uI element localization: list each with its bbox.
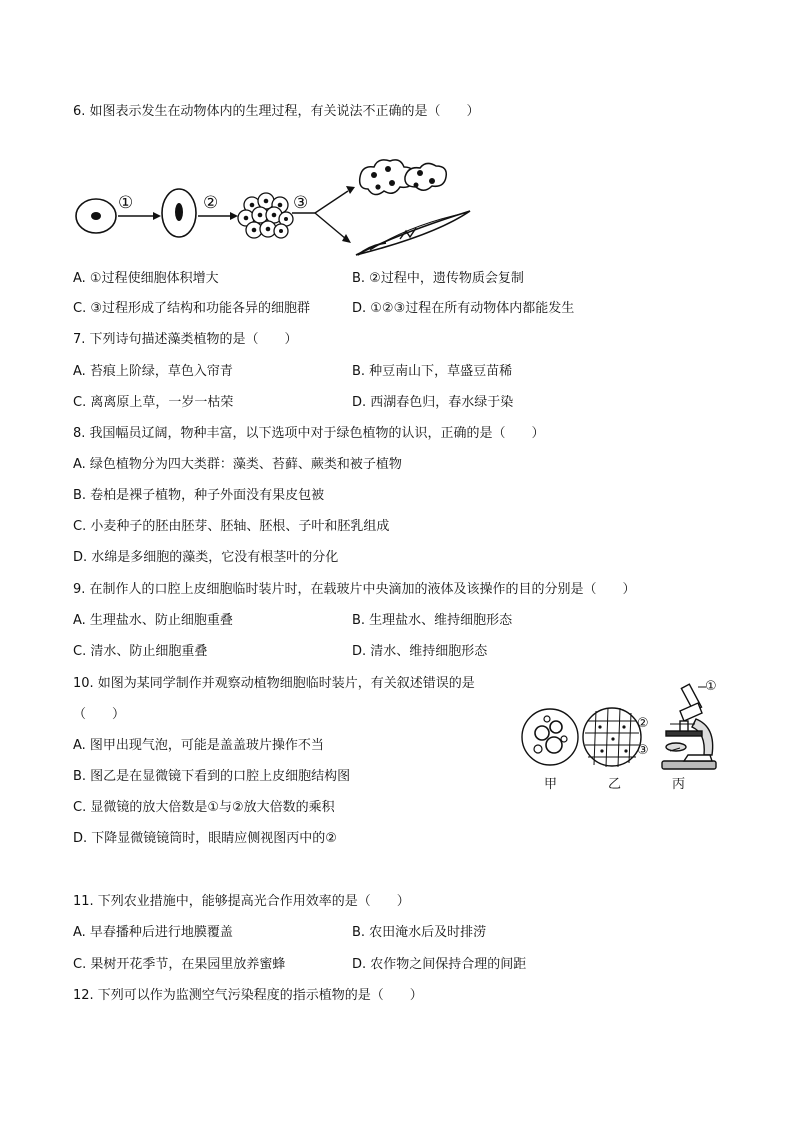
step2-label: ②: [203, 193, 219, 213]
q6-option-d: D. ①②③过程在所有动物体内都能发生: [352, 301, 575, 316]
q8-option-b: B. 卷柏是裸子植物，种子外面没有果皮包被: [73, 488, 325, 503]
q6-option-b: B. ②过程中，遗传物质会复制: [352, 271, 524, 286]
q9-stem: 9. 在制作人的口腔上皮细胞临时装片时，在载玻片中央滴加的液体及该操作的目的分别是（ ）: [73, 582, 636, 597]
q10-option-d: D. 下降显微镜镜筒时，眼睛应侧视图丙中的②: [73, 831, 337, 846]
figure-label-bing: 丙: [672, 777, 686, 792]
q12-stem: 12. 下列可以作为监测空气污染程度的指示植物的是（ ）: [73, 988, 423, 1003]
microscope-figure: [520, 675, 730, 775]
microscope-bing-icon: [662, 684, 716, 769]
q10-option-c: C. 显微镜的放大倍数是①与②放大倍数的乘积: [73, 800, 335, 815]
q11-option-d: D. 农作物之间保持合理的间距: [352, 957, 527, 972]
q7-option-b: B. 种豆南山下，草盛豆苗稀: [352, 364, 513, 379]
q11-option-a: A. 早春播种后进行地膜覆盖: [73, 925, 233, 940]
q11-stem: 11. 下列农业措施中，能够提高光合作用效率的是（ ）: [73, 894, 410, 909]
q7-option-c: C. 离离原上草，一岁一枯荣: [73, 395, 234, 410]
q8-stem: 8. 我国幅员辽阔，物种丰富，以下选项中对于绿色植物的认识，正确的是（ ）: [73, 426, 545, 441]
differentiated-cells-bottom-icon: [356, 211, 470, 255]
q7-option-d: D. 西湖春色归，春水绿于染: [352, 395, 514, 410]
differentiated-cells-top-icon: [360, 160, 447, 195]
q9-option-a: A. 生理盐水、防止细胞重叠: [73, 613, 233, 628]
figure-label-jia: 甲: [544, 777, 558, 792]
q8-option-c: C. 小麦种子的胚由胚芽、胚轴、胚根、子叶和胚乳组成: [73, 519, 390, 534]
q6-option-c: C. ③过程形成了结构和功能各异的细胞群: [73, 301, 310, 316]
q11-option-b: B. 农田淹水后及时排涝: [352, 925, 487, 940]
q10-option-a: A. 图甲出现气泡，可能是盖盖玻片操作不当: [73, 738, 324, 753]
microscope-mark-1: ①: [705, 679, 717, 694]
step3-label: ③: [293, 193, 309, 213]
q9-option-c: C. 清水、防止细胞重叠: [73, 644, 208, 659]
q10-stem: 10. 如图为某同学制作并观察动植物细胞临时装片，有关叙述错误的是: [73, 676, 475, 691]
q7-stem: 7. 下列诗句描述藻类植物的是（ ）: [73, 332, 298, 347]
q10-answer-blank: （ ）: [73, 707, 126, 722]
q6-stem: 6. 如图表示发生在动物体内的生理过程，有关说法不正确的是（ ）: [73, 104, 480, 119]
q9-option-b: B. 生理盐水、维持细胞形态: [352, 613, 513, 628]
q6-option-a: A. ①过程使细胞体积增大: [73, 271, 219, 286]
step1-label: ①: [118, 193, 134, 213]
microscope-mark-3: ③: [637, 743, 649, 758]
figure-label-yi: 乙: [608, 777, 622, 792]
q7-option-a: A. 苔痕上阶绿，草色入帘青: [73, 364, 233, 379]
microscope-mark-2: ②: [637, 716, 649, 731]
q10-option-b: B. 图乙是在显微镜下看到的口腔上皮细胞结构图: [73, 769, 351, 784]
q8-option-d: D. 水绵是多细胞的藻类，它没有根茎叶的分化: [73, 550, 339, 565]
q9-option-d: D. 清水、维持细胞形态: [352, 644, 488, 659]
q8-option-a: A. 绿色植物分为四大类群：藻类、苔藓、蕨类和被子植物: [73, 457, 402, 472]
q11-option-c: C. 果树开花季节，在果园里放养蜜蜂: [73, 957, 286, 972]
slide-view-jia-icon: [522, 709, 578, 765]
slide-view-yi-icon: [583, 708, 641, 767]
